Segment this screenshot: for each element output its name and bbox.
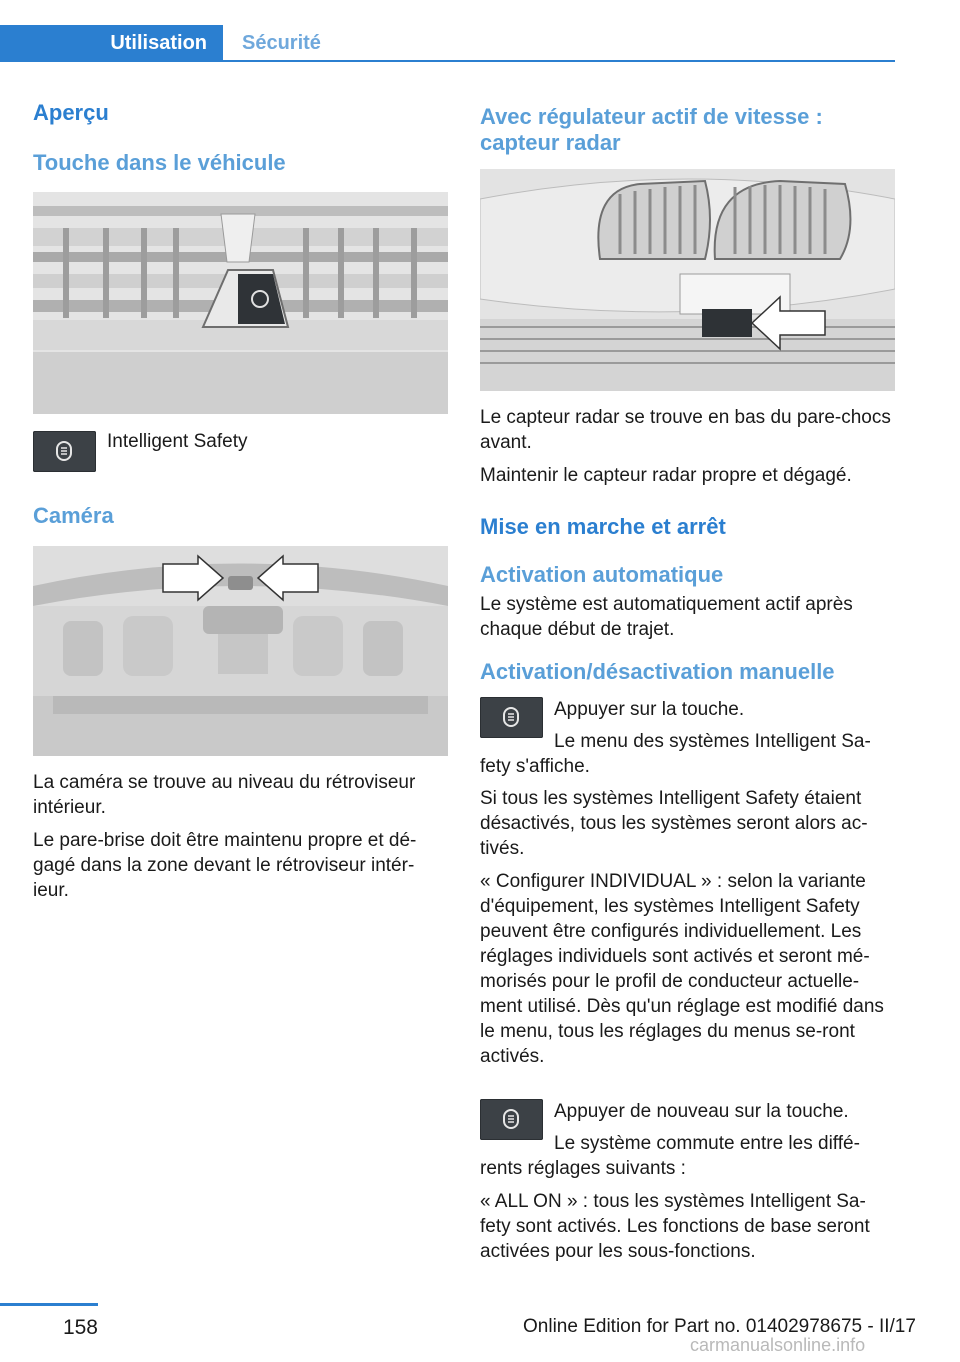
intelligent-safety-button-icon xyxy=(480,1099,543,1140)
intelligent-safety-button-icon xyxy=(480,697,543,738)
manual-paragraph-2: Si tous les systèmes Intelligent Safety étaient désactivés, tous les systèmes seront alors ac‐tivés. xyxy=(480,788,868,859)
tab-securite[interactable]: Sécurité xyxy=(242,32,321,54)
vehicle-button-illustration xyxy=(33,192,448,414)
heading-camera: Caméra xyxy=(33,503,114,528)
heading-activation-manuelle: Activation/désactivation manuelle xyxy=(480,659,835,684)
heading-apercu: Aperçu xyxy=(33,100,109,125)
heading-radar: Avec régulateur actif de vitesse : capteur radar xyxy=(480,104,823,155)
radar-sensor-illustration xyxy=(480,169,895,391)
edition-note: Online Edition for Part no. 01402978675 - II/17 xyxy=(523,1316,916,1337)
left-column xyxy=(33,100,448,903)
tab-utilisation[interactable]: Utilisation xyxy=(0,25,223,61)
manual-paragraph-3: « Configurer INDIVIDUAL » : selon la variante d'équipement, les systèmes Intelligent Safety peuvent être configurés individuellement. Les réglages individuels sont activés et seront mé‐morisés pour le profil de conducteur actuelle‐ment utilisé. Dès qu'un réglage est modifié dans le menu, tous les réglages du menus se‐ront activés. xyxy=(480,871,884,1067)
camera-paragraph-1: La caméra se trouve au niveau du rétroviseur intérieur. xyxy=(33,772,416,818)
manual-activation-block xyxy=(480,697,895,779)
header-divider xyxy=(0,60,895,62)
button-caption: Intelligent Safety xyxy=(107,431,248,452)
manual-step-1: Appuyer sur la touche. xyxy=(554,699,745,720)
right-column xyxy=(480,104,895,1264)
again-block xyxy=(480,1099,895,1181)
radar-paragraph-2: Maintenir le capteur radar propre et dégagé. xyxy=(480,465,852,486)
all-on-paragraph: « ALL ON » : tous les systèmes Intelligent Sa‐fety sont activés. Les fonctions de base seront activées pour les sous-fonctions. xyxy=(480,1191,870,1262)
intelligent-safety-button-icon xyxy=(33,431,96,472)
heading-touche-vehicule: Touche dans le véhicule xyxy=(33,150,286,175)
again-step-2: Le système commute entre les diffé‐rents réglages suivants : xyxy=(480,1133,860,1179)
page-number: 158 xyxy=(62,1316,98,1339)
footer-divider xyxy=(0,1303,98,1306)
watermark: carmanualsonline.info xyxy=(690,1335,866,1355)
manual-step-2: Le menu des systèmes Intelligent Sa‐fety s'affiche. xyxy=(480,731,871,777)
camera-illustration xyxy=(33,546,448,756)
again-step-1: Appuyer de nouveau sur la touche. xyxy=(554,1101,849,1122)
heading-mise-en-marche: Mise en marche et arrêt xyxy=(480,514,726,539)
camera-paragraph-2: Le pare-brise doit être maintenu propre et dé‐gagé dans la zone devant le rétroviseur intér‐ieur. xyxy=(33,830,417,901)
auto-paragraph: Le système est automatiquement actif après chaque début de trajet. xyxy=(480,594,853,640)
radar-paragraph-1: Le capteur radar se trouve en bas du pare-chocs avant. xyxy=(480,407,891,453)
heading-activation-auto: Activation automatique xyxy=(480,562,724,587)
